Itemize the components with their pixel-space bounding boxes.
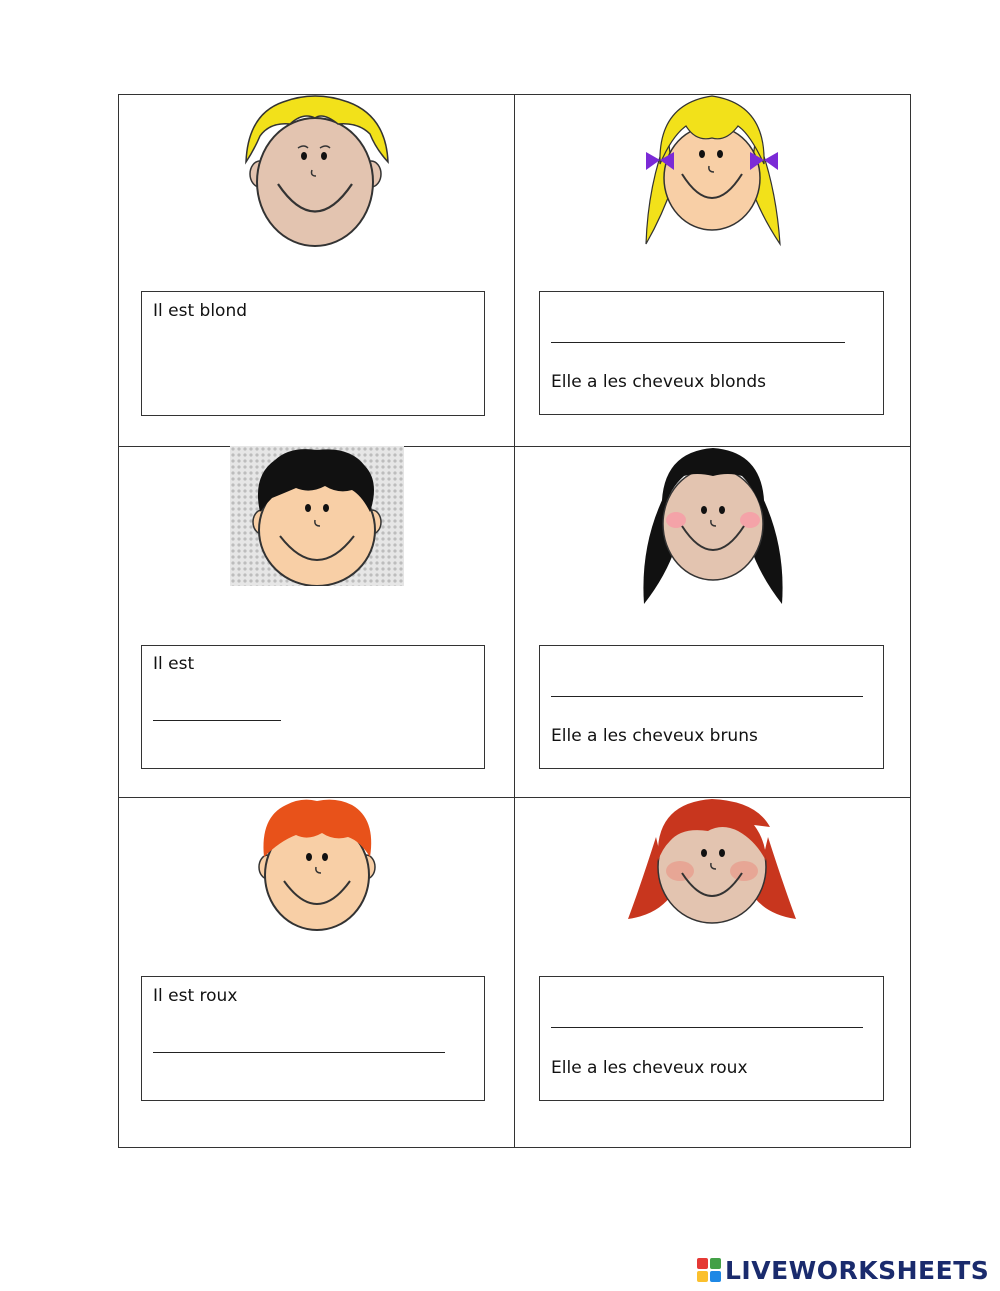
blond-boy-face: [238, 94, 393, 252]
sentence-text: Elle a les cheveux blonds: [551, 372, 766, 392]
blond-girl-face: [638, 94, 786, 250]
blank-line[interactable]: [153, 1052, 445, 1053]
sentence-text: Il est blond: [153, 301, 248, 321]
blank-line[interactable]: [153, 720, 281, 721]
blank-line[interactable]: [551, 696, 863, 697]
brand-name: LIVEWORKSHEETS: [725, 1255, 990, 1285]
dark-hair-boy-face: [230, 446, 404, 586]
answer-box-dark-hair-boy[interactable]: [141, 645, 485, 769]
sentence-text: Elle a les cheveux roux: [551, 1058, 748, 1078]
sentence-text: Elle a les cheveux bruns: [551, 726, 758, 746]
sentence-text: Il est: [153, 654, 195, 674]
answer-box-red-hair-boy[interactable]: [141, 976, 485, 1101]
blank-line[interactable]: [551, 342, 845, 343]
grid-divider-vertical: [514, 94, 515, 1148]
black-hair-girl-face: [638, 446, 788, 606]
answer-box-blond-girl[interactable]: [539, 291, 884, 415]
answer-box-red-hair-girl[interactable]: [539, 976, 884, 1101]
sentence-text: Il est roux: [153, 986, 238, 1006]
answer-box-blond-boy[interactable]: [141, 291, 485, 416]
red-hair-girl-face: [626, 797, 798, 927]
liveworksheets-logo: [697, 1255, 989, 1285]
blank-line[interactable]: [551, 1027, 863, 1028]
red-hair-boy-face: [256, 797, 378, 933]
logo-blocks-icon: [697, 1258, 721, 1282]
answer-box-black-hair-girl[interactable]: [539, 645, 884, 769]
